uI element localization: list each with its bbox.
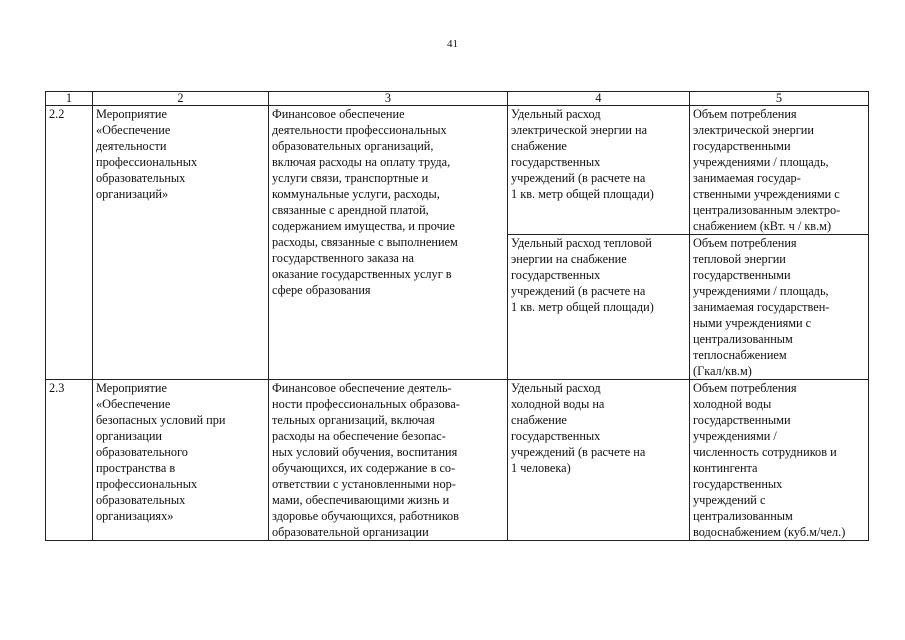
indicators-table [45,91,869,541]
indicator-name: Удельный расход холодной воды на снабжение государственных учреждений (в расчете на 1 человека) [508,380,690,541]
column-header-2: 2 [93,92,269,106]
table-row [46,380,869,541]
column-header-5: 5 [690,92,869,106]
indicator-name: Удельный расход электрической энергии на снабжение государственных учреждений (в расчете на 1 кв. метр общей площади) [508,106,690,235]
page-number: 41 [447,38,458,50]
table-row [46,106,869,235]
header-row [46,92,869,106]
event-name: Мероприятие «Обеспечение деятельности профессиональных образовательных организаций» [93,106,269,380]
column-header-4: 4 [508,92,690,106]
event-description: Финансовое обеспечение деятель- ности профессиональных образова- тельных организаций, включая расходы на обеспечение безопас- ных условий обучения, воспитания обучающихся, их содержание в со- ответствии с установленными нор- мами, обеспечивающими жизнь и здоровье обучающихся, работников образовательной организации [269,380,508,541]
row-number: 2.3 [46,380,93,541]
indicator-name: Удельный расход тепловой энергии на снабжение государственных учреждений (в расчете на 1 кв. метр общей площади) [508,235,690,380]
column-header-3: 3 [269,92,508,106]
event-name: Мероприятие «Обеспечение безопасных условий при организации образовательного пространства в профессиональных образовательных организациях» [93,380,269,541]
row-number: 2.2 [46,106,93,380]
indicator-formula: Объем потребления холодной воды государственными учреждениями / численность сотрудников и контингента государственных учреждений с централизованным водоснабжением (куб.м/чел.) [690,380,869,541]
indicator-formula: Объем потребления тепловой энергии государственными учреждениями / площадь, занимаемая государствен- ными учреждениями с централизованным теплоснабжением (Гкал/кв.м) [690,235,869,380]
column-header-1: 1 [46,92,93,106]
indicator-formula: Объем потребления электрической энергии государственными учреждениями / площадь, занимаемая государ- ственными учреждениями с централизованным электро- снабжением (кВт. ч / кв.м) [690,106,869,235]
event-description: Финансовое обеспечение деятельности профессиональных образовательных организаций, включая расходы на оплату труда, услуги связи, транспортные и коммунальные услуги, расходы, связанные с арендной платой, содержанием имущества, и прочие расходы, связанные с выполнением государственного заказа на оказание государственных услуг в сфере образования [269,106,508,380]
